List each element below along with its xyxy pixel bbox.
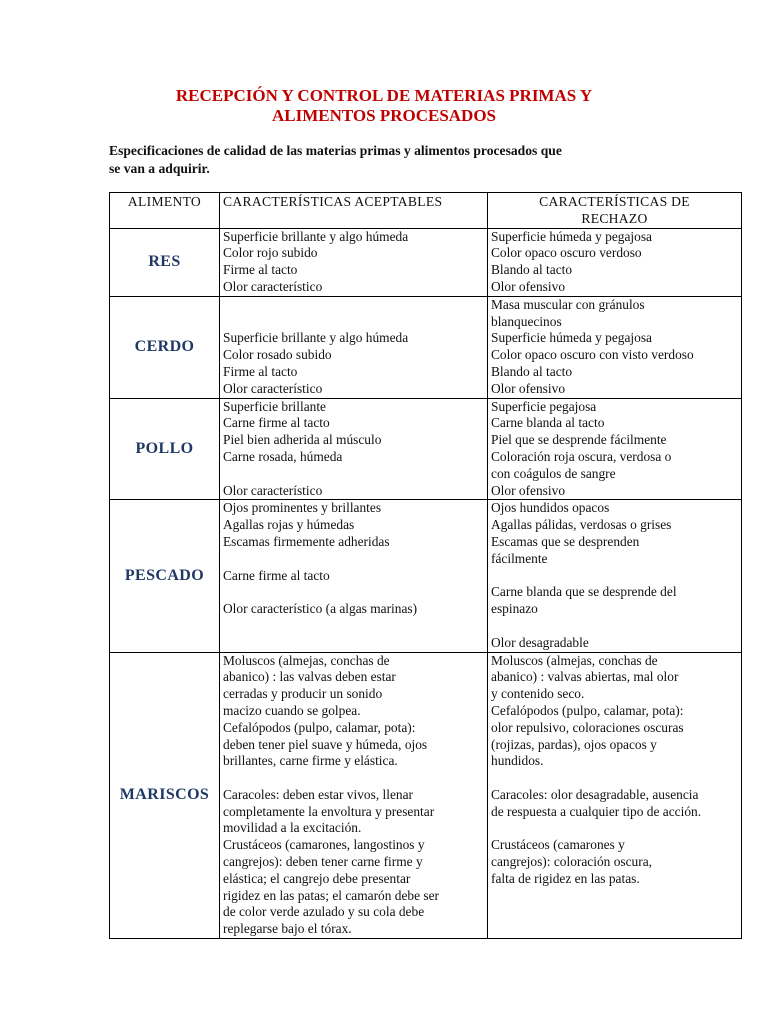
blank-line xyxy=(491,618,738,635)
header-food: ALIMENTO xyxy=(110,193,220,229)
characteristic-line: Olor característico xyxy=(223,482,323,498)
header-acceptable: CARACTERÍSTICAS ACEPTABLES xyxy=(220,193,488,229)
characteristic-line: Cefalópodos (pulpo, calamar, pota): xyxy=(491,702,684,718)
header-rejection xyxy=(488,193,742,229)
characteristic-line: Olor característico (a algas marinas) xyxy=(223,601,418,617)
characteristic-line: de color verde azulado y su cola debe xyxy=(223,904,425,920)
characteristic-line: brillantes, carne firme y elástica. xyxy=(223,753,398,769)
blank-line xyxy=(223,551,484,568)
characteristic-line: cangrejos): coloración oscura, xyxy=(491,854,652,870)
rejection-characteristics xyxy=(488,228,742,296)
characteristic-line: Olor desagradable xyxy=(491,634,589,650)
characteristic-line: Firme al tacto xyxy=(223,363,298,379)
table-header-row xyxy=(110,193,742,229)
characteristic-line: Piel que se desprende fácilmente xyxy=(491,432,667,448)
characteristic-line: (rojizas, pardas), ojos opacos y xyxy=(491,736,657,752)
characteristic-line: Carne blanda al tacto xyxy=(491,415,605,431)
characteristic-line: abanico) : valvas abiertas, mal olor xyxy=(491,669,679,685)
characteristic-line: deben tener piel suave y húmeda, ojos xyxy=(223,736,428,752)
characteristic-line: Masa muscular con gránulos xyxy=(491,296,645,312)
characteristic-line: olor repulsivo, coloraciones oscuras xyxy=(491,719,684,735)
blank-line xyxy=(491,568,738,585)
characteristic-line: Superficie brillante xyxy=(223,398,326,414)
table-row xyxy=(110,652,742,939)
acceptable-characteristics xyxy=(220,398,488,500)
characteristic-line: Olor ofensivo xyxy=(491,278,566,294)
blank-line xyxy=(223,770,484,787)
food-name: PESCADO xyxy=(110,500,220,652)
characteristic-line: Carne firme al tacto xyxy=(223,415,330,431)
document-title xyxy=(0,86,768,126)
blank-line xyxy=(491,904,738,921)
characteristic-line: de respuesta a cualquier tipo de acción. xyxy=(491,803,702,819)
rejection-characteristics xyxy=(488,500,742,652)
characteristic-line: Superficie brillante y algo húmeda xyxy=(223,330,409,346)
food-name: CERDO xyxy=(110,296,220,398)
food-name: POLLO xyxy=(110,398,220,500)
characteristic-line: elástica; el cangrejo debe presentar xyxy=(223,870,411,886)
food-name: RES xyxy=(110,228,220,296)
rejection-characteristics xyxy=(488,652,742,939)
characteristic-line: Moluscos (almejas, conchas de xyxy=(491,652,658,668)
rejection-characteristics xyxy=(488,398,742,500)
table-row xyxy=(110,228,742,296)
blank-line xyxy=(491,921,738,938)
blank-line xyxy=(223,314,484,331)
characteristic-line: Agallas rojas y húmedas xyxy=(223,517,355,533)
characteristic-line: Crustáceos (camarones, langostinos y xyxy=(223,837,425,853)
characteristic-line: cerradas y producir un sonido xyxy=(223,686,383,702)
characteristic-line: fácilmente xyxy=(491,550,548,566)
characteristic-line: Color rojo subido xyxy=(223,245,318,261)
characteristic-line: rigidez en las patas; el camarón debe ser xyxy=(223,887,440,903)
header-rejection-line-1: CARACTERÍSTICAS DE xyxy=(539,194,690,209)
blank-line xyxy=(491,888,738,905)
characteristic-line: Carne firme al tacto xyxy=(223,567,330,583)
characteristic-line: y contenido seco. xyxy=(491,686,585,702)
characteristic-line: Ojos hundidos opacos xyxy=(491,500,610,516)
characteristic-line: hundidos. xyxy=(491,753,544,769)
title-line-2: ALIMENTOS PROCESADOS xyxy=(271,106,497,125)
blank-line xyxy=(491,770,738,787)
table-row xyxy=(110,398,742,500)
characteristic-line: Escamas firmemente adheridas xyxy=(223,533,390,549)
characteristic-line: Carne blanda que se desprende del xyxy=(491,584,677,600)
characteristic-line: Superficie brillante y algo húmeda xyxy=(223,228,409,244)
blank-line xyxy=(491,820,738,837)
characteristic-line: Cefalópodos (pulpo, calamar, pota): xyxy=(223,719,416,735)
blank-line xyxy=(223,466,484,483)
characteristic-line: Olor ofensivo xyxy=(491,380,566,396)
acceptable-characteristics xyxy=(220,500,488,652)
characteristic-line: Superficie pegajosa xyxy=(491,398,597,414)
blank-line xyxy=(223,297,484,314)
blank-line xyxy=(223,618,484,635)
characteristic-line: Caracoles: olor desagradable, ausencia xyxy=(491,786,699,802)
characteristic-line: Escamas que se desprenden xyxy=(491,533,640,549)
characteristic-line: Moluscos (almejas, conchas de xyxy=(223,652,390,668)
subtitle-line-1: Especificaciones de calidad de las materias primas y alimentos procesados que xyxy=(109,143,562,158)
acceptable-characteristics xyxy=(220,296,488,398)
acceptable-characteristics xyxy=(220,228,488,296)
characteristic-line: Color opaco oscuro verdoso xyxy=(491,245,642,261)
characteristic-line: Blando al tacto xyxy=(491,262,573,278)
characteristic-line: Olor característico xyxy=(223,380,323,396)
characteristic-line: blanquecinos xyxy=(491,313,562,329)
rejection-characteristics xyxy=(488,296,742,398)
table-row xyxy=(110,500,742,652)
characteristic-line: Caracoles: deben estar vivos, llenar xyxy=(223,786,413,802)
characteristic-line: Superficie húmeda y pegajosa xyxy=(491,228,653,244)
characteristic-line: falta de rigidez en las patas. xyxy=(491,870,640,886)
characteristic-line: movilidad a la excitación. xyxy=(223,820,362,836)
characteristic-line: Coloración roja oscura, verdosa o xyxy=(491,448,672,464)
food-name: MARISCOS xyxy=(110,652,220,939)
characteristic-line: espinazo xyxy=(491,601,538,617)
characteristic-line: abanico) : las valvas deben estar xyxy=(223,669,396,685)
characteristic-line: Olor característico xyxy=(223,278,323,294)
blank-line xyxy=(223,584,484,601)
acceptable-characteristics xyxy=(220,652,488,939)
blank-line xyxy=(223,635,484,652)
title-line-1: RECEPCIÓN Y CONTROL DE MATERIAS PRIMAS Y xyxy=(175,86,593,105)
characteristic-line: Olor ofensivo xyxy=(491,482,566,498)
characteristic-line: Crustáceos (camarones y xyxy=(491,837,625,853)
characteristic-line: Ojos prominentes y brillantes xyxy=(223,500,382,516)
characteristic-line: Piel bien adherida al músculo xyxy=(223,432,382,448)
characteristic-line: Color opaco oscuro con visto verdoso xyxy=(491,347,694,363)
characteristic-line: replegarse bajo el tórax. xyxy=(223,921,352,937)
characteristic-line: Color rosado subido xyxy=(223,347,332,363)
header-rejection-line-2: RECHAZO xyxy=(581,210,648,226)
characteristic-line: Blando al tacto xyxy=(491,363,573,379)
subtitle-line-2: se van a adquirir. xyxy=(109,161,210,176)
document-subtitle xyxy=(109,142,649,178)
characteristic-line: Carne rosada, húmeda xyxy=(223,448,343,464)
quality-spec-table xyxy=(109,192,742,939)
characteristic-line: cangrejos): deben tener carne firme y xyxy=(223,854,423,870)
characteristic-line: completamente la envoltura y presentar xyxy=(223,803,435,819)
characteristic-line: macizo cuando se golpea. xyxy=(223,702,361,718)
table-row xyxy=(110,296,742,398)
characteristic-line: Firme al tacto xyxy=(223,262,298,278)
table-body xyxy=(110,228,742,938)
characteristic-line: con coágulos de sangre xyxy=(491,465,616,481)
characteristic-line: Agallas pálidas, verdosas o grises xyxy=(491,517,672,533)
characteristic-line: Superficie húmeda y pegajosa xyxy=(491,330,653,346)
